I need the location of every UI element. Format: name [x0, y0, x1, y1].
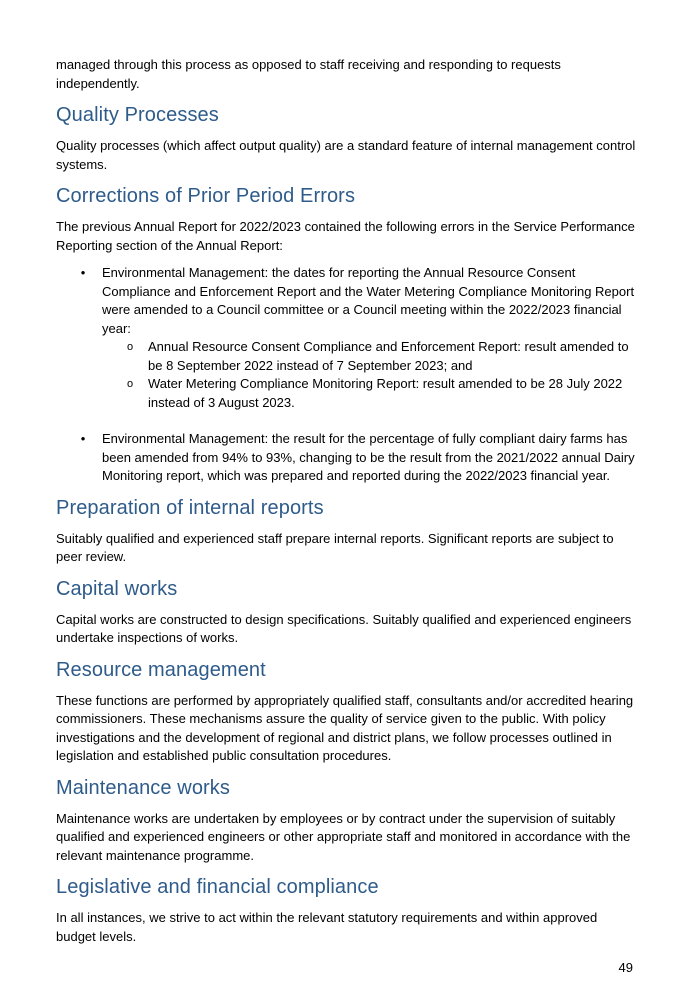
- bullet-text: Environmental Management: the dates for reporting the Annual Resource Consent Compliance and Enforcement Report and the Water Metering Compliance Monitoring Report were amended to a Council committee or a Council meeting within the 2022/2023 financial year:: [102, 265, 635, 336]
- paragraph-corrections: The previous Annual Report for 2022/2023 contained the following errors in the Service Performance Reporting section of the Annual Report:: [56, 219, 635, 253]
- paragraph-maintenance-works: Maintenance works are undertaken by employees or by contract under the supervision of suitably qualified and experienced engineers or other appropriate staff and monitored in accordance with the relevant maintenance programme.: [56, 810, 631, 863]
- heading-corrections: Corrections of Prior Period Errors: [56, 185, 356, 207]
- page-number: 49: [618, 960, 633, 975]
- sub-list: [102, 338, 640, 412]
- bullet-icon: •: [80, 265, 86, 280]
- sub-item-text: Annual Resource Consent Compliance and Enforcement Report: result amended to be 8 September 2022 instead of 7 September 2023; and: [148, 339, 629, 373]
- sub-list-item: [102, 338, 640, 375]
- heading-capital-works: Capital works: [56, 577, 178, 600]
- bullet-text: Environmental Management: the result for the percentage of fully compliant dairy farms has been amended from 94% to 93%, changing to be the result from the 2021/2022 annual Dairy Monitoring report, which was prepared and reported during the 2022/2023 financial year.: [102, 431, 635, 483]
- paragraph-resource-management: These functions are performed by appropriately qualified staff, consultants and/or accredited hearing commissioners. These mechanisms assure the quality of service given to the public. With policy investigations and the development of regional and district plans, we follow processes outlined in legislation and established public consultation procedures.: [56, 692, 634, 763]
- intro-paragraph: managed through this process as opposed to staff receiving and responding to requests independently.: [56, 57, 561, 91]
- corrections-list: [56, 264, 640, 486]
- circle-bullet-icon: o: [127, 341, 134, 353]
- list-item: [56, 430, 640, 486]
- paragraph-capital-works: Capital works are constructed to design specifications. Suitably qualified and experienced engineers undertake inspections of works.: [56, 611, 632, 645]
- sub-item-text: Water Metering Compliance Monitoring Report: result amended to be 28 July 2022 instead of 3 August 2023.: [148, 376, 623, 410]
- paragraph-compliance: In all instances, we strive to act within the relevant statutory requirements and within approved budget levels.: [56, 910, 598, 944]
- heading-resource-management: Resource management: [56, 658, 266, 681]
- list-spacer: [56, 412, 640, 430]
- heading-compliance: Legislative and financial compliance: [56, 876, 379, 898]
- list-item: [56, 264, 640, 412]
- paragraph-quality-processes: Quality processes (which affect output quality) are a standard feature of internal management control systems.: [56, 138, 636, 172]
- heading-internal-reports: Preparation of internal reports: [56, 496, 324, 519]
- page-content: [56, 56, 640, 946]
- heading-maintenance-works: Maintenance works: [56, 776, 231, 799]
- bullet-icon: •: [80, 431, 86, 446]
- paragraph-internal-reports: Suitably qualified and experienced staff prepare internal reports. Significant reports are subject to peer review.: [56, 530, 614, 564]
- sub-list-item: [102, 375, 640, 412]
- circle-bullet-icon: o: [127, 378, 134, 390]
- heading-quality-processes: Quality Processes: [56, 104, 219, 126]
